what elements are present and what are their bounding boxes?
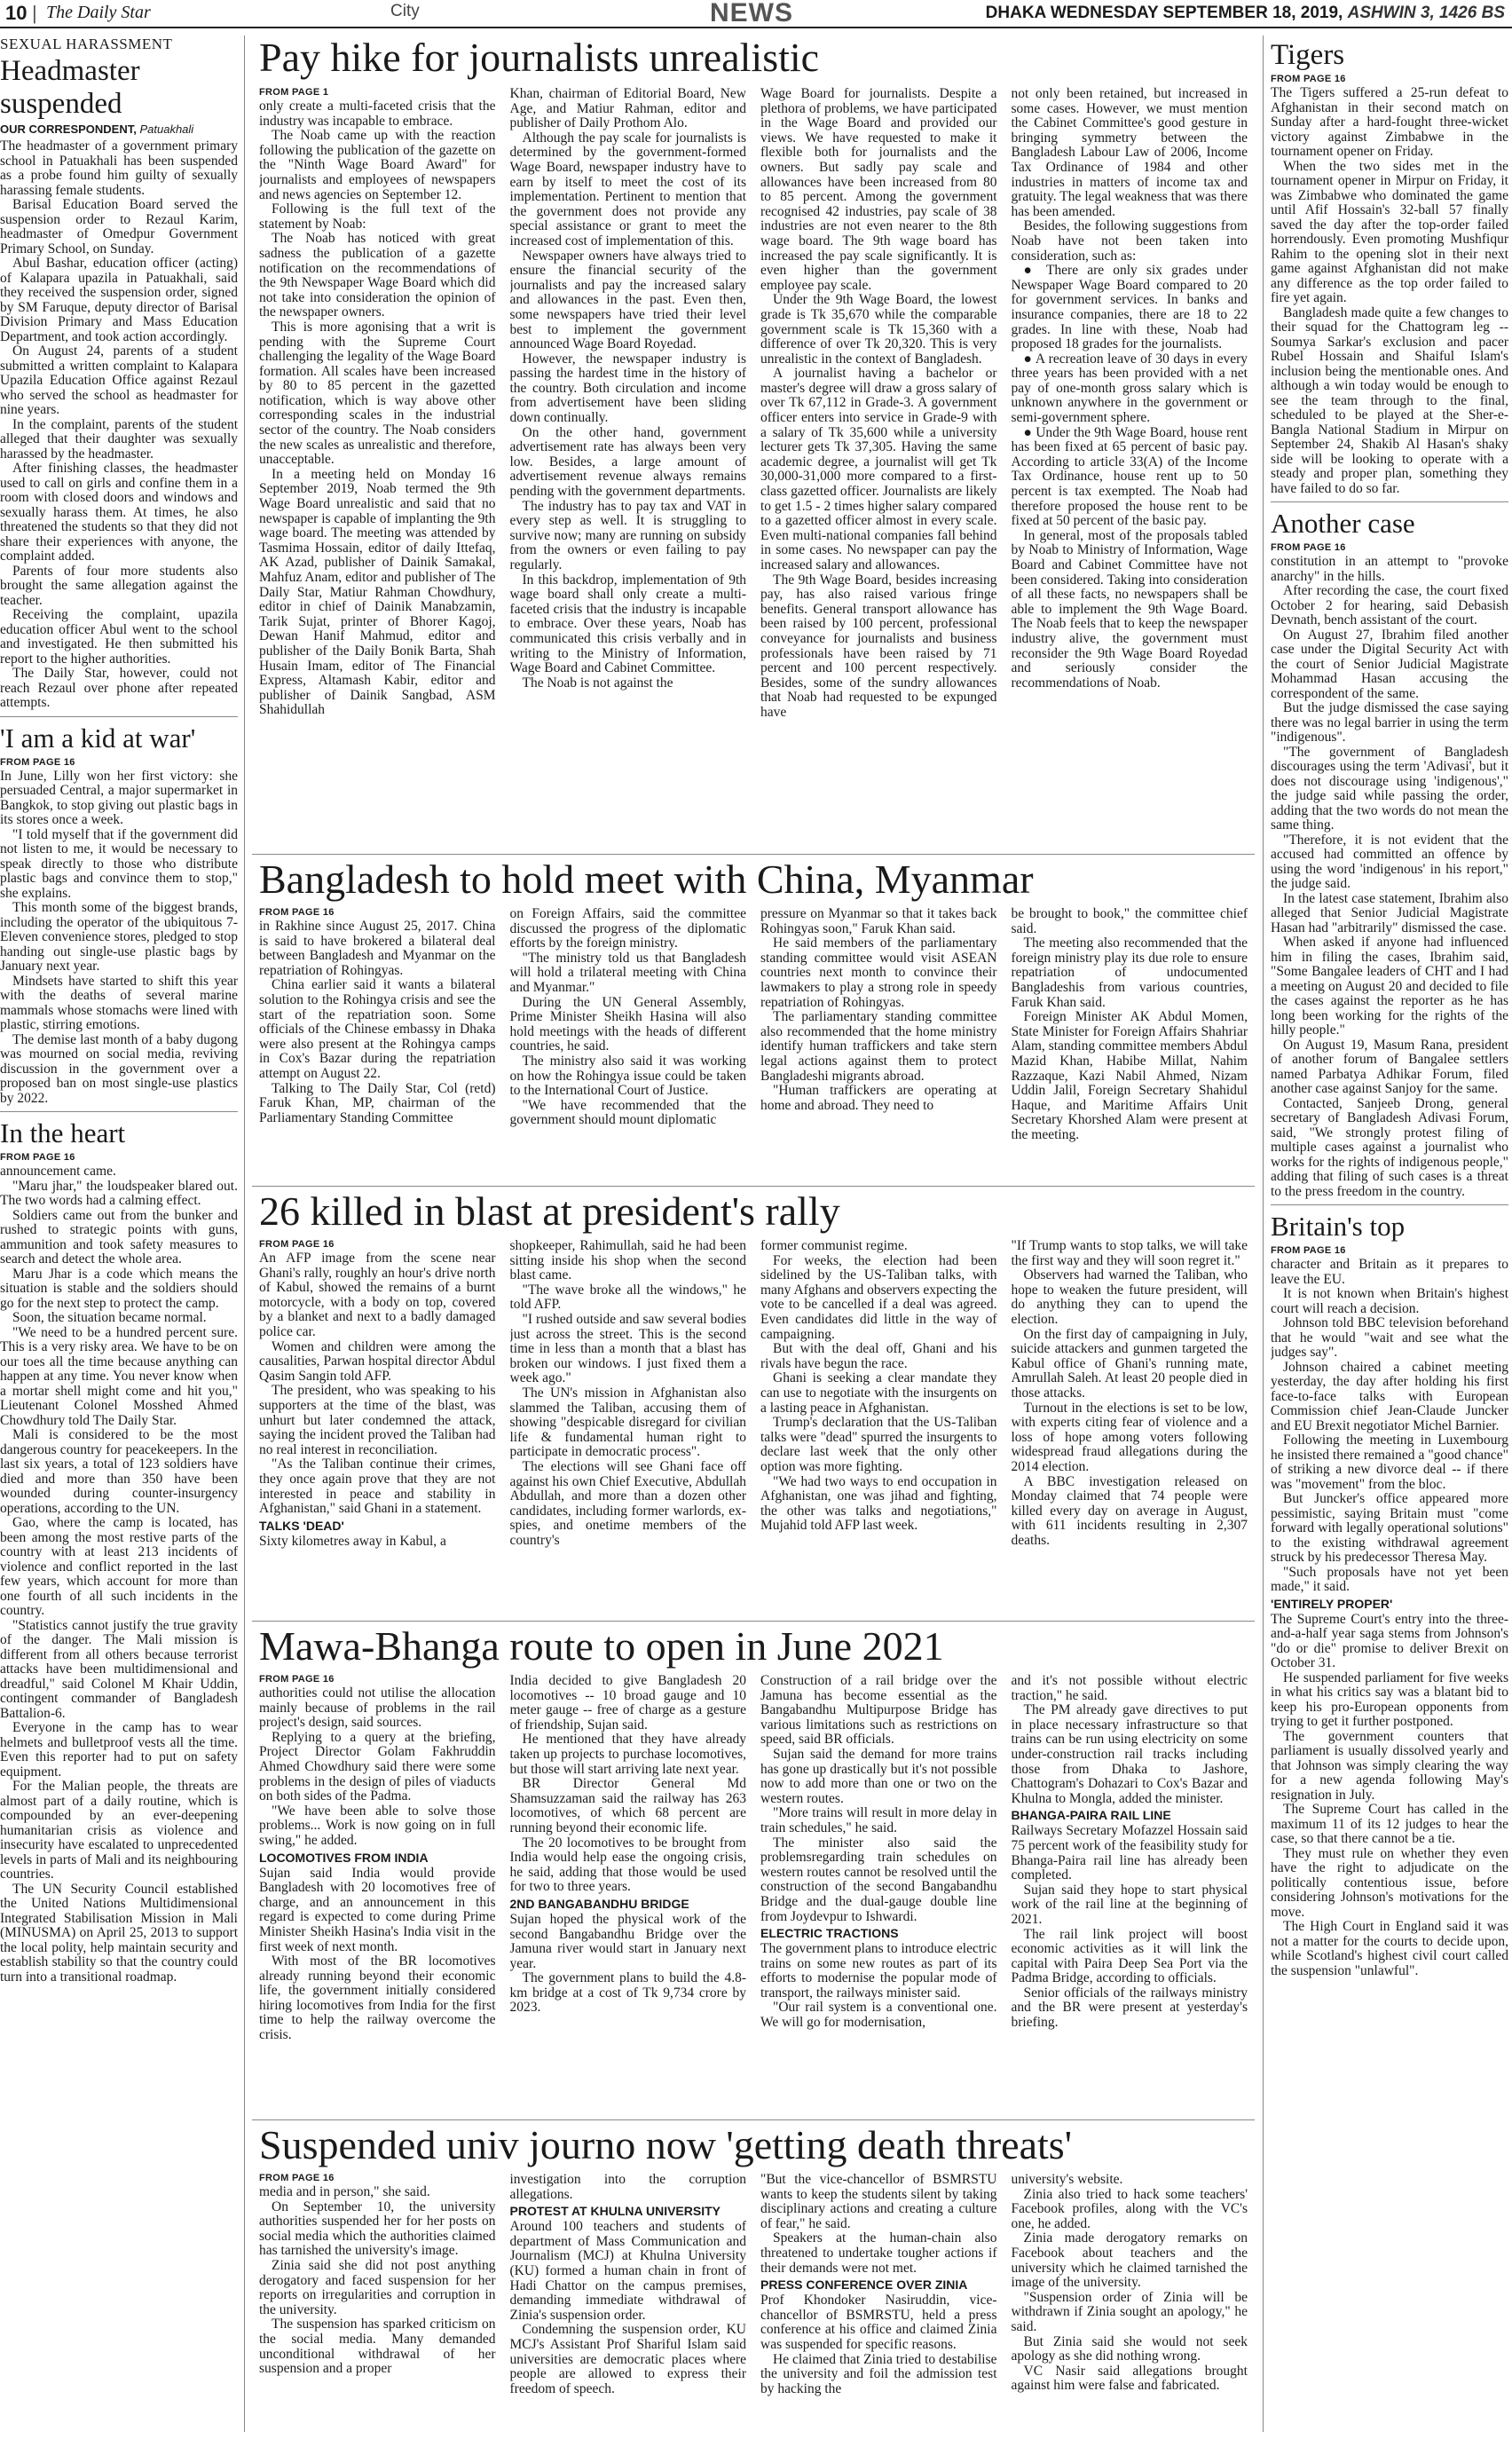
text-column bbox=[1012, 87, 1248, 872]
paragraph: The Supreme Court has called in the maximum 11 of its 12 judges to hear the case, so that there cannot be a tie. bbox=[1271, 1802, 1508, 1846]
paragraph: But Zinia said she would not seek apology as she did nothing wrong. bbox=[1011, 2333, 1248, 2364]
paragraph: The elections will see Ghani face off against his own Chief Executive, Abdullah Abdullah, and more than a dozen other candidates, including former warlords, ex-spies, and onetime members of the country's bbox=[509, 1458, 746, 1548]
paragraph: ● There are only six grades under Newspaper Wage Board compared to 20 for government services. In banks and insurance companies, there are 18 to 22 grades. In line with these, Noab had proposed 18 grades for the journalists. bbox=[1011, 263, 1248, 352]
paragraph: "More trains will result in more delay in train schedules," he said. bbox=[760, 1805, 997, 1835]
paragraph: Although the pay scale for journalists is determined by the government-formed Wage Board, newspaper industry have to earn by itself to meet the cost of its implementation. Pertinent to mention that the government does not provide any special assistance or grant to meet the increased cost of implementation of this. bbox=[509, 130, 746, 249]
text-column bbox=[760, 1674, 997, 2098]
subhead: BHANGA-PAIRA RAIL LINE bbox=[1011, 1808, 1171, 1823]
paragraph: But Juncker's office appeared more pessimistic, saying Britain must "come forward with legally operational solutions" to the existing withdrawal agreement struck by his predecessor Theresa May. bbox=[1271, 1491, 1508, 1565]
text-column bbox=[259, 87, 496, 872]
paragraph: Following the meeting in Luxembourg he insisted there remained a "good chance" of striking a new divorce deal -- if there was "movement" from the bloc. bbox=[1271, 1433, 1508, 1492]
paragraph: He mentioned that they have already taken up projects to purchase locomotives, but those will start arriving late next year. bbox=[509, 1732, 746, 1777]
subhead: LOCOMOTIVES FROM INDIA bbox=[259, 1850, 429, 1865]
paragraph: On September 10, the university authorities suspended her for her posts on social media which the authorities claimed has tarnished the university's image. bbox=[259, 2198, 496, 2259]
paragraph: "Such proposals have not yet been made," it said. bbox=[1271, 1564, 1508, 1594]
paragraph: Everyone in the camp has to wear helmets and bulletproof vests all the time. Even this reporter had to put on safety equipment. bbox=[0, 1720, 238, 1780]
paragraph: media and in person," she said. bbox=[259, 2184, 430, 2199]
paragraph: The 20 locomotives to be brought from India would help ease the ongoing crisis, he said, adding that those would be used for two to three years. bbox=[509, 1835, 746, 1895]
paragraph: For the Malian people, the threats are almost part of a daily routine, which is compounded by an ever-deepening humanitarian crisis as violence and insecurity have escalated to unprecedented levels in parts of Mali and its neighbouring countries. bbox=[0, 1779, 238, 1882]
paragraph: Talking to The Daily Star, Col (retd) Faruk Khan, MP, chairman of the Parliamentary Standing Committee bbox=[259, 1080, 496, 1125]
paragraph: The suspension has sparked criticism on the social media. Many demanded unconditional withdrawal of her suspension and a proper bbox=[259, 2317, 496, 2377]
paragraph: The High Court in England said it was not a matter for the courts to decide upon, while Scotland's highest civil court called the suspension "unlawful". bbox=[1271, 1919, 1508, 1978]
paragraph: Observers had warned the Taliban, who hope to weaken the future president, will do anything they can to upend the election. bbox=[1011, 1267, 1248, 1327]
headline-in-the-heart: In the heart bbox=[0, 1111, 238, 1148]
headline-blast-rally: 26 killed in blast at president's rally bbox=[259, 1188, 840, 1234]
paragraph: Replying to a query at the briefing, Project Director Golam Fakhruddin Ahmed Chowdhury said there were some problems in the design of piles of viaducts on both sides of the Padma. bbox=[259, 1729, 496, 1804]
paragraph: Maru Jhar is a code which means the situation is stable and the soldiers should go for the next step to protect the camp. bbox=[0, 1266, 238, 1311]
paragraph: Ghani is seeking a clear mandate they can use to negotiate with the insurgents on a lasting peace in Afghanistan. bbox=[760, 1370, 997, 1416]
paragraph: The industry has to pay tax and VAT in every step as well. It is struggling to survive now; many are running on subsidy from the owners or even failing to pay regularly. bbox=[509, 498, 746, 572]
paragraph: After finishing classes, the headmaster used to call on girls and confine them in a room with closed doors and windows and sexually harass them. At times, he also threatened the students so that they did not share their experiences with anyone, the complaint added. bbox=[0, 461, 238, 564]
paragraph: In the complaint, parents of the student alleged that their daughter was sexually harassed by the headmaster. bbox=[0, 416, 238, 462]
story-blast-rally bbox=[252, 1188, 1255, 1605]
paragraph: Under the 9th Wage Board, the lowest grade is Tk 35,670 while the comparable government scale is Tk 15,360 with a difference of over Tk 20,320. This is very unrealistic in the context of Bangladesh. bbox=[760, 292, 997, 367]
jump-line: FROM PAGE 16 bbox=[0, 756, 75, 768]
paragraph: The rail link project will boost economic activities as it will link the capital with Paira Deep Sea Port via the Padma Bridge, according to officials. bbox=[1011, 1926, 1248, 1986]
text-column bbox=[760, 907, 997, 1154]
paragraph: Zinia made derogatory remarks on Facebook about teachers and the university which he claimed tarnished the image of the university. bbox=[1011, 2230, 1248, 2291]
masthead bbox=[0, 0, 1512, 28]
byline-place: Patuakhali bbox=[139, 122, 194, 136]
paragraph: Wage Board for journalists. Despite a plethora of problems, we have participated in the Wage Board and provided our views. We have requested to make it flexible both for journalists and the owners. But sadly pay scale and allowances have been increased from 80 to 85 percent. Among the government recognised 42 industries, pay scale of 38 industries are not even nearer to the 8th wage board. The 9th wage board has increased the pay scale significantly. It is even higher than the government employee pay scale. bbox=[760, 87, 997, 293]
paragraph: university's website. bbox=[1011, 2173, 1123, 2187]
jump-line: FROM PAGE 16 bbox=[1271, 74, 1346, 84]
paragraph: only create a multi-faceted crisis that the industry was incapable to embrace. bbox=[259, 99, 496, 129]
paragraph: In a meeting held on Monday 16 September 2019, Noab termed the 9th Wage Board unrealistic and said that no newspaper is capable of implanting the 9th wage board. The meeting was attended by Tasmima Hossain, editor of daily Ittefaq, AK Azad, publisher of Dainik Samakal, Mahfuz Anam, editor and publisher of The Daily Star, Matiur Rahman Chowdhury, editor in chief of Dainik Manabzamin, Tarik Sujat, printer of Bhorer Kagoj, Dewan Hanif Mahmud, editor and publisher of the Daily Bonik Barta, Shah Husain Imam, editor of The Financial Express, Altamash Kabir, editor and publisher of Dainik Sangbad, ASM Shahidullah bbox=[259, 466, 496, 718]
story-columns bbox=[259, 1239, 1248, 1601]
paragraph: not only been retained, but increased in some cases. However, we must mention the Cabinet Committee's good gesture in bringing symmetry between the Bangladesh Labour Law of 2006, Income Tax Ordinance of 1984 and other industries in matters of income tax and gratuity. The legal weakness that was there has been amended. bbox=[1011, 87, 1248, 219]
paragraph: The minister also said the problemsregarding train schedules on western routes cannot be resolved until the construction of the second Bangabandhu Bridge and the dual-gauge double line from Joydevpur to Ishwardi. bbox=[760, 1835, 997, 1924]
story-divider bbox=[252, 2119, 1255, 2120]
paragraph: Newspaper owners have always tried to ensure the financial security of the journalists and pay the increased salary and allowances in the past. Even then, some newspapers have tried their level best to implement the government announced Wage Board Royedad. bbox=[509, 248, 746, 352]
paragraph: "Maru jhar," the loudspeaker blared out. The two words had a calming effect. bbox=[0, 1178, 238, 1208]
paragraph: The Supreme Court's entry into the three-and-a-half year saga stems from Johnson's "do or die" promise to deliver Brexit on October 31. bbox=[1271, 1611, 1508, 1670]
news-label: NEWS bbox=[710, 0, 793, 28]
paragraph: It is not known when Britain's highest court will reach a decision. bbox=[1271, 1286, 1508, 1316]
story-divider bbox=[252, 1621, 1255, 1622]
paragraph: Receiving the complaint, upazila education officer Abul went to the school and investigated. He then submitted his report to the higher authorities. bbox=[0, 607, 238, 667]
subhead: PRESS CONFERENCE OVER ZINIA bbox=[760, 2277, 968, 2293]
paragraph: Gao, where the camp is located, has been among the most restive parts of the country with at least 213 incidents of violence and conflict reported in the last few years, which account for more than one fourth of all such incidents in the country. bbox=[0, 1515, 238, 1618]
byline-author: OUR CORRESPONDENT, bbox=[0, 122, 137, 136]
paragraph: On August 24, parents of a student submitted a written complaint to Kalapara Upazila Education Office against Rezaul who served the school as headmaster for nine years. bbox=[0, 343, 238, 417]
paragraph: After recording the case, the court fixed October 2 for hearing, said Debasish Devnath, bench assistant of the court. bbox=[1271, 583, 1508, 628]
date-text: DHAKA WEDNESDAY SEPTEMBER 18, 2019, bbox=[985, 4, 1343, 22]
story-kid-at-war-body bbox=[0, 770, 238, 1107]
paragraph: He said members of the parliamentary standing committee would visit ASEAN countries next month to convince their lawmakers to play a strong role in speedy repatriation of Rohingyas. bbox=[760, 935, 997, 1010]
headline-kid-at-war: 'I am a kid at war' bbox=[0, 716, 238, 754]
story-univ-journo bbox=[252, 2121, 1255, 2436]
headline-univ-journo: Suspended univ journo now 'getting death threats' bbox=[259, 2122, 1072, 2167]
paragraph: The government counters that parliament is usually dissolved yearly and that Johnson was simply clearing the way for a new agenda following May's resignation in July. bbox=[1271, 1728, 1508, 1803]
subhead: ELECTRIC TRACTIONS bbox=[760, 1926, 899, 1941]
headline-another-case: Another case bbox=[1271, 501, 1508, 539]
paragraph: VC Nasir said allegations brought against him were false and fabricated. bbox=[1011, 2363, 1248, 2394]
headline-tigers: Tigers bbox=[1271, 39, 1345, 71]
paragraph: in Rakhine since August 25, 2017. China is said to have brokered a bilateral deal between Bangladesh and Myanmar on the repatriation of Rohingyas. bbox=[259, 919, 496, 978]
story-divider bbox=[252, 854, 1255, 855]
paragraph: former communist regime. bbox=[760, 1239, 908, 1253]
story-columns bbox=[259, 2173, 1248, 2435]
paragraph: The Daily Star, however, could not reach Rezaul over phone after repeated attempts. bbox=[0, 666, 238, 710]
story-britains-top-body bbox=[1271, 1258, 1508, 1978]
paragraph: "Our rail system is a conventional one. We will go for modernisation, bbox=[760, 2000, 997, 2031]
paragraph: The Tigers suffered a 25-run defeat to Afghanistan in their second match on Sunday after a hard-fought three-wicket victory against Zimbabwe in the tournament opener on Friday. bbox=[1271, 85, 1508, 159]
paragraph: "The wave broke all the windows," he told AFP. bbox=[509, 1282, 746, 1313]
paragraph: and it's not possible without electric traction," he said. bbox=[1011, 1674, 1248, 1703]
text-column bbox=[1012, 2173, 1248, 2435]
paragraph: With most of the BR locomotives already running beyond their economic life, the government initially considered hiring locomotives from India for the first time to help the railway overcome the crisis. bbox=[259, 1954, 496, 2043]
paragraph: Parents of four more students also brought the same allegation against the teacher. bbox=[0, 563, 238, 608]
subhead: 2ND BANGABANDHU BRIDGE bbox=[509, 1896, 689, 1911]
paragraph: authorities could not utilise the allocation mainly because of problems in the rail project's design, said sources. bbox=[259, 1685, 496, 1731]
paragraph: "We had two ways to end occupation in Afghanistan, one was jihad and fighting, the other was talks and negotiations," Mujahid told AFP last week. bbox=[760, 1473, 997, 1534]
left-column bbox=[0, 36, 238, 2436]
paragraph: Soon, the situation became normal. bbox=[12, 1310, 207, 1325]
paragraph: On August 19, Masum Rana, president of another forum of Bangalee settlers named Parbatya Adhikar Forum, filed another case against Sanjoy for the same. bbox=[1271, 1037, 1508, 1096]
story-pay-hike bbox=[252, 34, 1255, 877]
paragraph: "Therefore, it is not evident that the accused had committed an offence by using the word 'indigenous' in his report," the judge said. bbox=[1271, 832, 1508, 891]
headline-britains-top: Britain's top bbox=[1271, 1204, 1508, 1242]
paragraph: "Suspension order of Zinia will be withdrawn if Zinia sought an apology," he said. bbox=[1011, 2289, 1248, 2334]
story-columns bbox=[259, 87, 1248, 872]
paragraph: "Human traffickers are operating at home and abroad. They need to bbox=[760, 1083, 997, 1113]
subhead: PROTEST AT KHULNA UNIVERSITY bbox=[509, 2204, 721, 2219]
paragraph: A BBC investigation released on Monday claimed that 74 people were killed every day on average in August, with 611 incidents resulting in 2,307 deaths. bbox=[1011, 1473, 1248, 1548]
paragraph: Khan, chairman of Editorial Board, New Age, and Matiur Rahman, editor and publisher of Daily Prothom Alo. bbox=[509, 87, 746, 131]
text-column bbox=[1012, 1674, 1248, 2098]
paragraph: Sujan hoped the physical work of the second Bangabandhu Bridge over the Jamuna river would start in January next year. bbox=[509, 1911, 746, 1971]
paragraph: The Noab came up with the reaction following the publication of the gazette on the "Ninth Wage Board Award" for journalists and employees of newspapers and news agencies on September 12. bbox=[259, 128, 496, 202]
paragraph: Speakers at the human-chain also threatened to undertake tougher actions if their demands were not met. bbox=[760, 2230, 997, 2276]
text-column bbox=[510, 2173, 747, 2435]
paragraph: For weeks, the election had been sidelined by the US-Taliban talks, with many Afghans and observers expecting the vote to be cancelled if a deal was agreed. Even candidates did little in the way of campaigning. bbox=[760, 1252, 997, 1342]
text-column bbox=[1012, 1239, 1248, 1601]
paragraph: on Foreign Affairs, said the committee discussed the progress of the diplomatic efforts by the foreign ministry. bbox=[509, 907, 746, 951]
paragraph: Turnout in the elections is set to be low, with experts citing fear of violence and a loss of hope among voters following widespread fraud allegations during the 2014 election. bbox=[1011, 1400, 1248, 1474]
paragraph: character and Britain as it prepares to leave the EU. bbox=[1271, 1257, 1508, 1287]
jump-line: FROM PAGE 16 bbox=[1271, 1245, 1346, 1256]
text-column bbox=[259, 2173, 496, 2435]
paragraph: This month some of the biggest brands, including the operator of the ubiquitous 7-Eleven convenience stores, pledged to stop handing out single-use plastic bags by January next year. bbox=[0, 900, 238, 974]
masthead-separator: | bbox=[32, 2, 37, 24]
jump-line: FROM PAGE 16 bbox=[259, 907, 335, 918]
text-column bbox=[259, 1674, 496, 2098]
subhead: TALKS 'DEAD' bbox=[259, 1518, 344, 1533]
paragraph: He suspended parliament for five weeks in what his critics say was a blatant bid to keep his pro-European opponents from trying to get it further postponed. bbox=[1271, 1669, 1508, 1729]
paragraph: Mindsets have started to shift this year with the deaths of several marine mammals whose stomachs were lined with plastic, stirring emotions. bbox=[0, 973, 238, 1032]
paragraph: Senior officials of the railways ministry and the BR were present at yesterday's briefing. bbox=[1011, 1985, 1248, 2031]
paragraph: Sujan said India would provide Bangladesh with 20 locomotives free of charge, and an announcement in this regard is expected to come during Prime Minister Sheikh Hasina's India visit in the first week of next month. bbox=[259, 1865, 496, 1954]
paragraph: Barisal Education Board served the suspension order to Rezaul Karim, headmaster of Omedpur Government Primary School, on Sunday. bbox=[0, 197, 238, 257]
brand-name: The Daily Star bbox=[46, 3, 151, 22]
text-column bbox=[510, 1239, 747, 1601]
section-name: City bbox=[390, 2, 420, 20]
column-rule-left bbox=[244, 36, 245, 2432]
paragraph: "If Trump wants to stop talks, we will take the first way and they will soon regret it." bbox=[1011, 1239, 1248, 1268]
paragraph: The headmaster of a government primary school in Patuakhali has been suspended as a probe found him guilty of sexually harassing female students. bbox=[0, 138, 238, 198]
dateline bbox=[986, 4, 1505, 23]
jump-line: FROM PAGE 16 bbox=[259, 1674, 335, 1685]
headline-china-myanmar-meet: Bangladesh to hold meet with China, Myanmar bbox=[259, 856, 1034, 902]
paragraph: Sujan said they hope to start physical work of the rail line at the beginning of 2021. bbox=[1011, 1882, 1248, 1927]
paragraph: Besides, the following suggestions from Noab have not been taken into consideration, such as: bbox=[1011, 218, 1248, 264]
paragraph: "As the Taliban continue their crimes, they once again prove that they are not interested in peace and stability in Afghanistan," said Ghani in a statement. bbox=[259, 1456, 496, 1517]
paragraph: BR Director General Md Shamsuzzaman said the railway has 263 locomotives, of which 68 percent are running beyond their economic life. bbox=[509, 1776, 746, 1835]
paragraph: Prof Khondoker Nasiruddin, vice-chancellor of BSMRSTU, held a press conference at his office and claimed Zinia was suspended for specific reasons. bbox=[760, 2293, 997, 2352]
paragraph: Trump's declaration that the US-Taliban talks were "dead" spurred the insurgents to declare last week that the only other option was more fighting. bbox=[760, 1415, 997, 1474]
paragraph: "I told myself that if the government did not listen to me, it would be necessary to speak directly to those who distribute plastic bags and convince them to stop," she explains. bbox=[0, 826, 238, 901]
headline-mawa-bhanga: Mawa-Bhanga route to open in June 2021 bbox=[259, 1623, 944, 1669]
text-column bbox=[1012, 907, 1248, 1154]
text-column bbox=[760, 1239, 997, 1601]
paragraph: be brought to book," the committee chief said. bbox=[1011, 907, 1248, 936]
paragraph: India decided to give Bangladesh 20 locomotives -- 10 broad gauge and 10 meter gauge -- free of charge as a gesture of friendship, Sujan said. bbox=[509, 1674, 746, 1733]
paragraph: Around 100 teachers and students of department of Mass Communication and Journalism (MCJ) at Khulna University (KU) formed a human chain in front of Hadi Chattor on the campus premises, demanding immediate withdrawal of Zinia's suspension order. bbox=[509, 2219, 746, 2323]
story-tigers-body bbox=[1271, 86, 1508, 496]
story-columns bbox=[259, 907, 1248, 1154]
paragraph: The government plans to build the 4.8-km bridge at a cost of Tk 9,734 crore by 2023. bbox=[509, 1970, 746, 2016]
paragraph: The 9th Wage Board, besides increasing pay, has also raised various fringe benefits. General transport allowance has been raised by 100 percent, professional conveyance for journalists and business professionals have been raised by 71 percent and 100 percent respectively. Besides, some of the sundry allowances that Noab had requested to be expunged have bbox=[760, 572, 997, 720]
paragraph: When asked if anyone had influenced him in filing the cases, Ibrahim said, "Some Bangalee leaders of CHT and I had a meeting on August 20 and decided to file the cases against the reporter as he has long been working for the rights of the hilly people." bbox=[1271, 935, 1508, 1038]
paragraph: In this backdrop, implementation of 9th wage board shall only create a multi-faceted crisis that the industry is incapable to embrace. Over these years, Noab has communicated this crisis verbally and in writing to the Ministry of Information, Wage Board and Cabinet Committee. bbox=[509, 572, 746, 676]
paragraph: "The ministry told us that Bangladesh will hold a trilateral meeting with China and Myanmar." bbox=[509, 950, 746, 995]
paragraph: The PM already gave directives to put in place necessary infrastructure so that trains can be run using electricity on some under-construction rail tracks including those from Dhaka to Jashore, Chattogram's Dohazari to Cox's Bazar and Khulna to Mongla, added the minister. bbox=[1011, 1702, 1248, 1806]
paragraph: China earlier said it wants a bilateral solution to the Rohingya crisis and see the start of the repatriation soon. Some officials of the Chinese embassy in Dhaka were also present at the Rohingya camps in Cox's Bazar during the repatriation attempt on August 22. bbox=[259, 977, 496, 1081]
headline-pay-hike: Pay hike for journalists unrealistic bbox=[259, 35, 820, 80]
paragraph: "Statistics cannot justify the true gravity of the danger. The Mali mission is different from all others because terrorist attacks have been multidimensional and dreadful," said Colonel M Khair Uddin, contingent commander of Bangladesh Battalion-6. bbox=[0, 1617, 238, 1721]
paragraph: When the two sides met in the tournament opener in Mirpur on Friday, it was Zimbabwe who dominated the game until Afif Hossain's 32-ball 57 finally saved the day after the top-order failed horrendously. Even promoting Mushfiqur Rahim to the opening slot in their next game against Afghanistan did not make any difference as the top order failed to fire yet again. bbox=[1271, 158, 1508, 305]
jump-line: FROM PAGE 16 bbox=[0, 1152, 75, 1163]
paragraph: But with the deal off, Ghani and his rivals have begun the race. bbox=[760, 1341, 997, 1371]
paragraph: Women and children were among the causalities, Parwan hospital director Abdul Qasim Sangin told AFP. bbox=[259, 1338, 496, 1384]
paragraph: The parliamentary standing committee also recommended that the home ministry identify human traffickers and take stern legal actions against them to protect Bangladeshi migrants abroad. bbox=[760, 1009, 997, 1084]
story-divider bbox=[252, 1186, 1255, 1187]
paragraph: Contacted, Sanjeeb Drong, general secretary of Bangladesh Adivasi Forum, said, "We strongly protest filing of multiple cases against a journalist who works for the rights of indigenous people," adding that filing of such cases is a threat to the press freedom in the country. bbox=[1271, 1095, 1508, 1199]
text-column bbox=[760, 2173, 997, 2435]
paragraph: A journalist having a bachelor or master's degree will draw a gross salary of over Tk 67,112 in Grade-3. A government officer enters into service in Grade-9 with a salary of Tk 35,600 while a university lecturer gets Tk 37,305. Having the same academic degree, a journalist will get Tk 30,000-31,000 more compared to a first-class gazetted officer. Journalists are likely to get 1.5 - 2 times higher salary compared to a gazetted officer almost in every scale. Even multi-national companies fall behind in some cases. No newspaper can pay the increased salary and allowances. bbox=[760, 366, 997, 572]
text-column bbox=[510, 87, 747, 872]
paragraph: The government plans to introduce electric trains on some new routes as part of its efforts to modernise the popular mode of transport, the railways minister said. bbox=[760, 1941, 997, 2001]
paragraph: constitution in an attempt to "provoke anarchy" in the hills. bbox=[1271, 554, 1508, 584]
paragraph: During the UN General Assembly, Prime Minister Sheikh Hasina will also hold meetings with the heads of different countries, he said. bbox=[509, 994, 746, 1054]
right-column bbox=[1271, 36, 1508, 2436]
paragraph: They must rule on whether they even have the right to adjudicate on the politically contentious issue, before considering Johnson's motivations for the move. bbox=[1271, 1845, 1508, 1920]
paragraph: Sujan said the demand for more trains has gone up drastically but it's not possible now to add more than one or two on the western routes. bbox=[760, 1746, 997, 1806]
jump-line: FROM PAGE 16 bbox=[1271, 542, 1346, 553]
paragraph: The ministry also said it was working on how the Rohingya issue could be taken to the International Court of Justice. bbox=[509, 1053, 746, 1099]
paragraph: In general, most of the proposals tabled by Noab to Ministry of Information, Wage Board and Cabinet Committee have not been considered. Taking into consideration of all these facts, no newspapers shall be able to implement the 9th Wage Board. The Noab feels that to keep the newspaper industry alive, the government must reconsider the 9th Wage Board Royedad and seriously consider the recommendations of Noab. bbox=[1011, 527, 1248, 691]
text-column bbox=[259, 1239, 496, 1601]
headline-headmaster-suspended: Headmaster suspended bbox=[0, 55, 140, 120]
paragraph: shopkeeper, Rahimullah, said he had been sitting inside his shop when the second blast came. bbox=[509, 1239, 746, 1283]
story-mawa-bhanga bbox=[252, 1622, 1255, 2102]
paragraph: Zinia said she did not post anything derogatory and faced suspension for her reports on irregularities and corruption in the university. bbox=[259, 2257, 496, 2317]
paragraph: He claimed that Zinia tried to destabilise the university and foil the admission test by hacking the bbox=[760, 2351, 997, 2396]
story-headmaster-body bbox=[0, 139, 238, 711]
byline bbox=[0, 122, 238, 136]
paragraph: "We need to be a hundred percent sure. This is a very risky area. We have to be on our toes all the time because anything can happen at any time. You never know when a mortar shell might come and hit you," Lieutenant Colonel Mosshed Ahmed Chowdhury told The Daily Star. bbox=[0, 1324, 238, 1428]
paragraph: Mali is considered to be the most dangerous country for peacekeepers. In the last six years, a total of 123 soldiers have died and more than 350 have been wounded during counter-insurgency operations, according to the UN. bbox=[0, 1427, 238, 1516]
paragraph: "I rushed outside and saw several bodies just across the street. This is the second time in less than a month that a blast has broken our windows. I just fixed them a week ago." bbox=[509, 1311, 746, 1386]
story-another-case-body bbox=[1271, 555, 1508, 1199]
paragraph: Zinia also tried to hack some teachers' Facebook profiles, along with the VC's one, he added. bbox=[1011, 2186, 1248, 2231]
bangla-date: ASHWIN 3, 1426 BS bbox=[1347, 4, 1505, 22]
story-china-myanmar-meet bbox=[252, 856, 1255, 1157]
paragraph: On the other hand, government advertisement rate has always been very low. Besides, a large amount of advertisement revenue always remains pending with the government departments. bbox=[509, 424, 746, 500]
paragraph: On the first day of campaigning in July, suicide attackers and gunmen targeted the Kabul office of Ghani's running mate, Amrullah Saleh. At least 20 people died in those attacks. bbox=[1011, 1326, 1248, 1401]
paragraph: "But the vice-chancellor of BSMRSTU wants to keep the students silent by taking disciplinary actions and creating a culture of fear," he said. bbox=[760, 2173, 997, 2231]
paragraph: The Noab has noticed with great sadness the publication of a gazette notification on the recommendations of the 9th Newspaper Wage Board which did not take into consideration the opinion of the newspaper owners. bbox=[259, 231, 496, 320]
paragraph: Condemning the suspension order, KU MCJ's Assistant Prof Shariful Islam said universities are democratic places where people are allowed to express their freedom of speech. bbox=[509, 2322, 746, 2396]
paragraph: The president, who was speaking to his supporters at the time of the blast, was unhurt but later condemned the attack, saying the incident proved the Taliban had no real interest in reconciliation. bbox=[259, 1383, 496, 1457]
paragraph: However, the newspaper industry is passing the hardest time in the history of the country. Both circulation and income from advertisement have been sliding down continually. bbox=[509, 351, 746, 426]
paragraph: Construction of a rail bridge over the Jamuna has become essential as the Bangabandhu Multipurpose Bridge has various limitations such as restrictions on speed, said BR officials. bbox=[760, 1674, 997, 1748]
paragraph: "The government of Bangladesh discourages using the term 'Adivasi', but it does not discourage using 'indigenous'," the judge said while passing the order, adding that the two words do not mean the same thing. bbox=[1271, 744, 1508, 833]
jump-line: FROM PAGE 16 bbox=[259, 1239, 335, 1250]
story-columns bbox=[259, 1674, 1248, 2098]
paragraph: "We have recommended that the government should mount diplomatic bbox=[509, 1097, 746, 1128]
paragraph: Sixty kilometres away in Kabul, a bbox=[259, 1533, 446, 1549]
paragraph: Johnson told BBC television beforehand that he would "wait and see what the judges say". bbox=[1271, 1315, 1508, 1360]
paragraph: In June, Lilly won her first victory: she persuaded Central, a major supermarket in Bangkok, to stop giving out plastic bags in its stores once a week. bbox=[0, 768, 238, 827]
text-column bbox=[510, 1674, 747, 2098]
story-in-the-heart-body bbox=[0, 1164, 238, 1985]
paragraph: The UN Security Council established the United Nations Multidimensional Integrated Stabilisation Mission in Mali (MINUSMA) on April 25, 2013 to support the local polity, help maintain security and establish stability so that the country could turn into a transitional roadmap. bbox=[0, 1881, 238, 1985]
paragraph: Johnson chaired a cabinet meeting yesterday, the day after holding his first face-to-face talks with European Commission chief Jean-Claude Juncker and EU Brexit negotiator Michel Barnier. bbox=[1271, 1359, 1508, 1433]
paragraph: The demise last month of a baby dugong was mourned on social media, reviving discussion in the government over a proposed ban on most single-use plastics by 2022. bbox=[0, 1031, 238, 1106]
page-number: 10 bbox=[5, 2, 28, 24]
text-column bbox=[760, 87, 997, 872]
paragraph: announcement came. bbox=[0, 1164, 116, 1179]
text-column bbox=[259, 907, 496, 1154]
column-rule-right bbox=[1263, 36, 1264, 2432]
paragraph: Bangladesh made quite a few changes to their squad for the Chattogram leg -- Soumya Sarkar's exclusion and pacer Rubel Hossain and Shaiful Islam's inclusion being the mentionable ones. And although a win today would be enough to see the team through to the final, scheduled to be played at the Sher-e-Bangla National Stadium in Mirpur on September 24, Shakib Al Hasan's shaky side will be looking to operate with a steady and proper plan, something they have failed to do so far. bbox=[1271, 304, 1508, 496]
kicker-sexual-harassment: SEXUAL HARASSMENT bbox=[0, 36, 173, 52]
paragraph: This is more agonising that a writ is pending with the Supreme Court challenging the legality of the Wage Board formation. All scales have been increased by 80 to 85 percent in the gazetted notification, which is way above other corresponding scales in the industrial sector of the country. The Noab considers the new scales as unrealistic and therefore, unacceptable. bbox=[259, 319, 496, 468]
jump-line: FROM PAGE 16 bbox=[259, 2173, 335, 2183]
paragraph: ● Under the 9th Wage Board, house rent has been fixed at 65 percent of basic pay. According to article 33(A) of the Income Tax Ordinance, house rent up to 50 percent is tax exempted. The Noab had therefore proposed the house rent to be fixed at 50 percent of the basic pay. bbox=[1011, 424, 1248, 529]
paragraph: An AFP image from the scene near Ghani's rally, roughly an hour's drive north of Kabul, showed the remains of a burnt motorcycle, with a body on top, covered by a blanket and next to a badly damaged police car. bbox=[259, 1251, 496, 1339]
paragraph: The meeting also recommended that the foreign ministry play its due role to ensure repatriation of undocumented Bangladeshis from various countries, Faruk Khan said. bbox=[1011, 935, 1248, 1010]
text-column bbox=[510, 907, 747, 1154]
paragraph: Railways Secretary Mofazzel Hossain said 75 percent work of the feasibility study for Bhanga-Paira rail line has already been completed. bbox=[1011, 1823, 1248, 1883]
paragraph: But the judge dismissed the case saying there was no legal barrier in using the term "indigenous". bbox=[1271, 700, 1508, 745]
paragraph: In the latest case statement, Ibrahim also alleged that Senior Judicial Magistrate Hasan had "arbitrarily" dismissed the case. bbox=[1271, 890, 1508, 935]
jump-line: FROM PAGE 1 bbox=[259, 87, 329, 98]
subhead: 'ENTIRELY PROPER' bbox=[1271, 1596, 1393, 1611]
paragraph: The UN's mission in Afghanistan also slammed the Taliban, accusing them of showing "despicable disregard for civilian life & fundamental human right to participate in democratic process". bbox=[509, 1385, 746, 1460]
paragraph: Abul Bashar, education officer (acting) of Kalapara upazila in Patuakhali, said they received the suspension order, signed by SM Faruque, deputy director of Barisal Division Primary and Mass Education Department, and took action accordingly. bbox=[0, 256, 238, 344]
paragraph: ● A recreation leave of 30 days in every three years has been provided with a net pay of one-month gross salary which is unknown anywhere in the government or semi-government sphere. bbox=[1011, 351, 1248, 426]
paragraph: The Noab is not against the bbox=[522, 675, 673, 691]
paragraph: pressure on Myanmar so that it takes back Rohingyas soon," Faruk Khan said. bbox=[760, 907, 997, 936]
paragraph: "We have been able to solve those problems... Work is now going on in full swing," he added. bbox=[259, 1803, 496, 1848]
paragraph: On August 27, Ibrahim filed another case under the Digital Security Act with the court of Senior Judicial Magistrate Mohammad Hasan accusing the correspondent of the same. bbox=[1271, 627, 1508, 701]
paragraph: Soldiers came out from the bunker and rushed to strategic points with guns, ammunition and took safety measures to search and detect the whole area. bbox=[0, 1207, 238, 1267]
paragraph: investigation into the corruption allegations. bbox=[509, 2173, 746, 2202]
paragraph: Following is the full text of the statement by Noab: bbox=[259, 201, 496, 232]
paragraph: Foreign Minister AK Abdul Momen, State Minister for Foreign Affairs Shahriar Alam, standing committee members Abdul Mazid Khan, Habibe Millat, Nahim Razzaque, Kazi Nabil Ahmed, Nizam Uddin Jalil, Foreign Secretary Shahidul Haque, and Maritime Affairs Unit Secretary Khorshed Alam were present at the meeting. bbox=[1011, 1009, 1248, 1142]
